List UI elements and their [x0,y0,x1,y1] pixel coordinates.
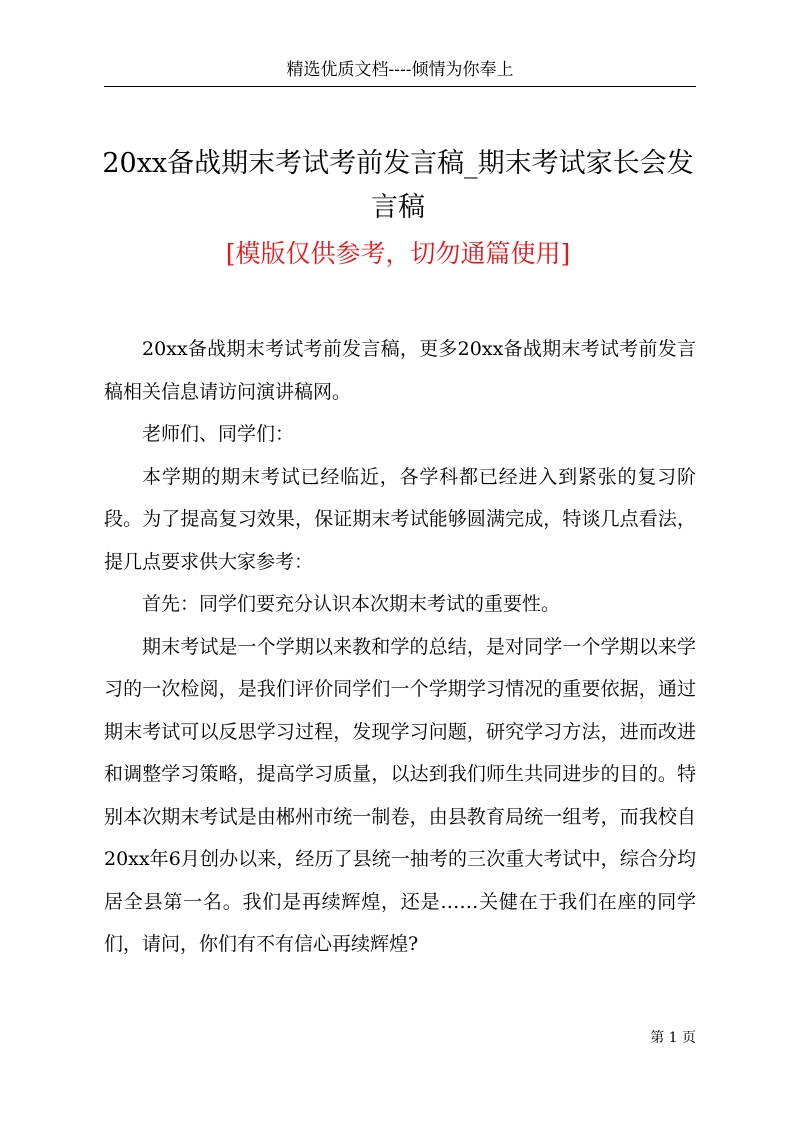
paragraph-intro: 20xx备战期末考试考前发言稿，更多20xx备战期末考试考前发言稿相关信息请访问演讲稿网。 [104,338,696,403]
document-title: 20xx备战期末考试考前发言稿_期末考试家长会发言稿 [102,148,694,223]
page-number: 第 1 页 [650,1030,696,1046]
document-body [104,328,696,966]
paragraph-greeting: 老师们、同学们： [142,423,295,445]
paragraph-first-point: 首先：同学们要充分认识本次期末考试的重要性。 [142,593,561,615]
page-header [104,56,696,87]
paragraph-exam-importance: 期末考试是一个学期以来教和学的总结，是对同学一个学期以来学习的一次检阅，是我们评价同学们一个学期学习情况的重要依据，通过期末考试可以反思学习过程，发现学习问题，研究学习方法，进而改进和调整学习策略，提高学习质量，以达到我们师生共同进步的目的。特别本次期末考试是由郴州市统一制卷，由县教育局统一组考，而我校自20xx年6月创办以来，经历了县统一抽考的三次重大考试中，综合分均居全县第一名。我们是再续辉煌，还是……关健在于我们在座的同学们，请问，你们有不有信心再续辉煌? [104,635,696,955]
template-disclaimer: [模版仅供参考，切勿通篇使用] [225,239,571,268]
page-header-text: 精选优质文档----倾情为你奉上 [286,60,514,80]
paragraph-context: 本学期的期末考试已经临近，各学科都已经进入到紧张的复习阶段。为了提高复习效果，保证期末考试能够圆满完成，特谈几点看法，提几点要求供大家参考： [104,465,696,573]
